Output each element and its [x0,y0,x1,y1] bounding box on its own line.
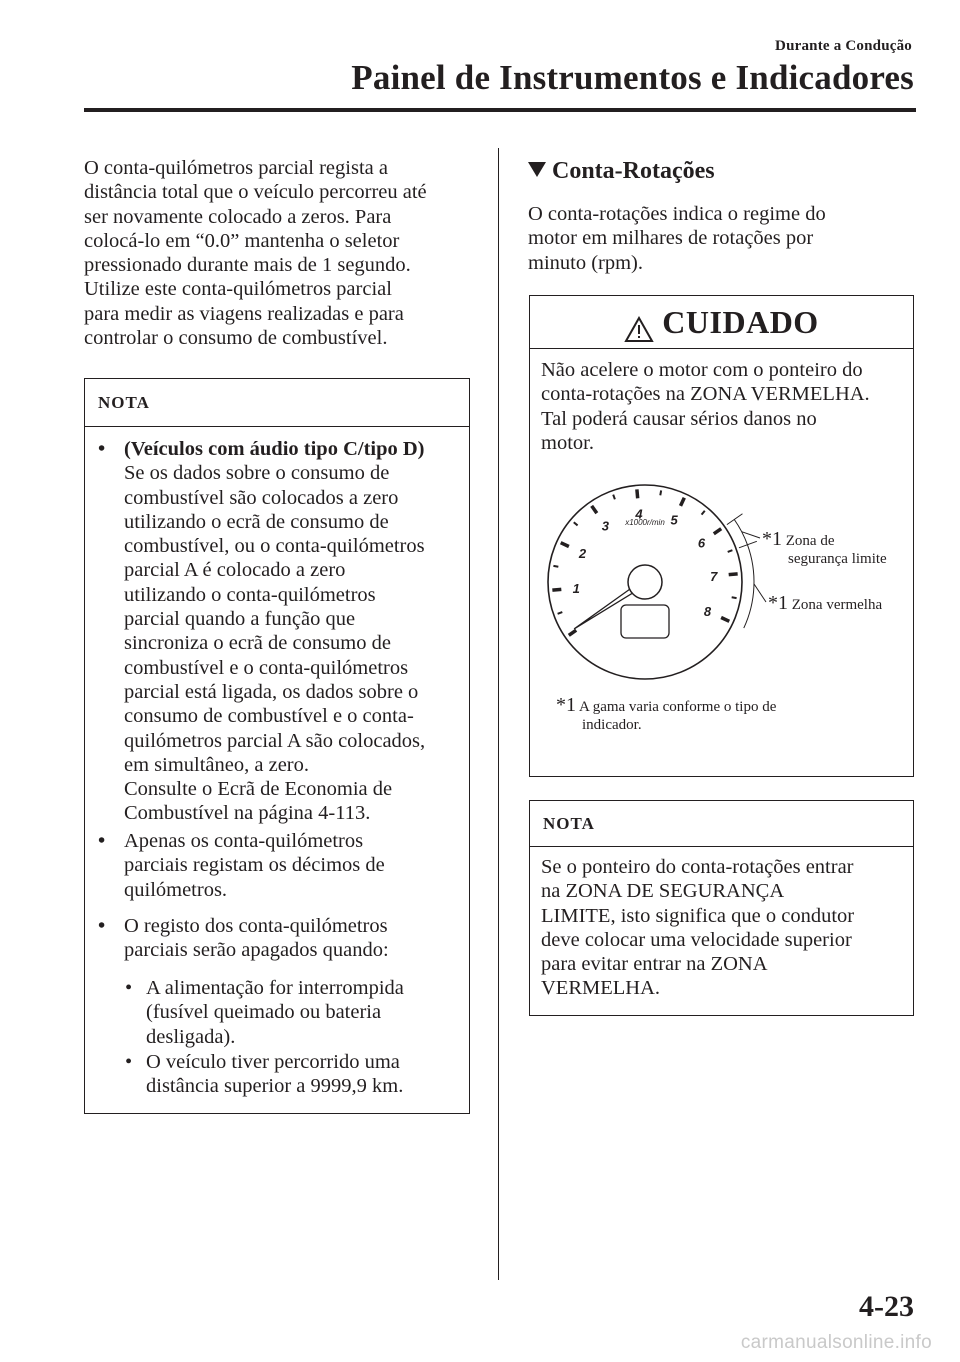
caution-text [541,358,906,455]
intro-line: Utilize este conta-quilómetros parcial [84,278,392,301]
gauge-number: 8 [703,604,712,620]
note-label: NOTA [85,379,469,427]
right-intro [528,202,918,275]
bullet-icon: • [98,438,106,460]
intro-line: controlar o consumo de combustível. [84,327,388,350]
intro-line: distância total que o veículo percorreu até [84,181,427,204]
intro-line: O conta-rotações indica o regime do [528,203,826,225]
bullet-line: parciais serão apagados quando: [124,939,389,962]
minor-tick [613,495,615,500]
minor-tick [732,597,737,598]
footnote-line: indicador. [582,717,642,733]
subbullet-line: desligada). [146,1025,236,1048]
footnote-line: A gama varia conforme o tipo de [578,699,777,715]
page-number: 4-23 [859,1290,914,1323]
subbullet-line: (fusível queimado ou bateria [146,1001,382,1024]
caution-title: CUIDADO [662,304,819,340]
gauge-number: 1 [572,581,580,597]
warning-icon [624,316,654,343]
safety-label-line: Zona de [785,533,835,549]
note-subbullet-2 [125,1050,466,1099]
note-label: NOTA [530,801,913,847]
page-title: Painel de Instrumentos e Indicadores [351,58,914,97]
note-bullet-1 [98,437,464,826]
section-heading-text: Conta-Rotações [552,158,715,184]
note-line: Se o ponteiro do conta-rotações entrar [541,856,854,878]
minor-tick [660,490,661,495]
bullet-heading: (Veículos com áudio tipo C/tipo D) [124,438,425,460]
footnote-marker: *1 [768,592,788,614]
major-tick [729,574,738,575]
caution-line: motor. [541,431,594,454]
bullet-line: quilómetros. [124,878,228,901]
gauge-number: 4 [635,506,643,522]
bullet-line: utilizando o ecrã de consumo de [124,510,389,533]
intro-line: minuto (rpm). [528,251,644,274]
note-line: para evitar entrar na ZONA [541,953,768,976]
bullet-line: utilizando o conta-quilómetros [124,583,376,606]
bullet-line: combustível são colocados a zero [124,486,399,509]
note-line: VERMELHA. [541,977,661,1000]
subbullet-icon: • [125,977,133,999]
intro-line: ser novamente colocado a zeros. Para [84,205,392,228]
footnote-marker: *1 [556,694,576,716]
major-tick [637,489,638,498]
safety-label-line: segurança limite [788,551,887,567]
column-divider [498,148,499,1280]
caution-header [530,296,913,349]
gauge-number: 2 [578,545,587,561]
bullet-line: O registo dos conta-quilómetros [124,915,388,937]
intro-line: motor em milhares de rotações por [528,227,814,250]
caution-line: Não acelere o motor com o ponteiro do [541,359,863,381]
note-subbullet-1 [125,976,466,1049]
red-zone-arc [744,545,754,628]
bullet-line: parcial A é colocado a zero [124,559,346,582]
annotation-red [768,594,908,614]
gauge-display [621,605,669,638]
note-text [541,855,909,1001]
intro-line: pressionado durante mais de 1 segundo. [84,254,411,277]
intro-line: O conta-quilómetros parcial regista a [84,157,388,179]
safety-zone-arc [734,519,747,544]
gauge-number: 3 [601,518,610,534]
note-box-left [84,378,470,1114]
bullet-line: consumo de combustível e o conta- [124,705,414,728]
major-tick [561,543,569,547]
gauge-number: 6 [697,535,706,551]
note-box-right [529,800,914,1016]
red-leader [754,584,766,602]
range-boundary [727,514,743,525]
minor-tick [702,511,705,515]
bullet-line: Se os dados sobre o consumo de [124,462,390,485]
subbullet-line: A alimentação for interrompida [146,977,404,999]
bullet-icon: • [98,915,106,937]
bullet-line: Consulte o Ecrã de Economia de [124,778,393,801]
major-tick [569,630,576,635]
subbullet-icon: • [125,1051,133,1073]
bullet-line: em simultâneo, a zero. [124,753,310,776]
major-tick [680,498,684,506]
bullet-line: combustível e o conta-quilómetros [124,656,409,679]
bullet-icon: • [98,830,106,852]
bullet-line: Apenas os conta-quilómetros [124,830,364,852]
red-zone-label: Zona vermelha [791,597,883,613]
needle-hub [628,565,662,599]
major-tick [592,506,597,513]
footnote-marker: *1 [762,528,782,550]
bullet-line: parciais registam os décimos de [124,854,385,877]
note-bullet-3 [98,914,464,963]
note-bullet-2 [98,829,464,902]
bullet-line: parcial está ligada, os dados sobre o [124,680,419,703]
watermark: carmanualsonline.info [740,1332,932,1353]
subbullet-line: O veículo tiver percorrido uma [146,1051,400,1073]
note-line: deve colocar uma velocidade superior [541,928,852,951]
gauge-number: 7 [710,568,718,584]
intro-line: para medir as viagens realizadas e para [84,302,404,325]
bullet-line: parcial quando a função que [124,608,356,631]
gauge-unit-label: x1000r/min [625,518,665,527]
intro-line: colocá-lo em “0.0” mantenha o seletor [84,229,400,252]
gauge-number: 5 [670,512,678,528]
note-line: LIMITE, isto significa que o condutor [541,904,855,927]
triangle-down-icon [528,162,546,177]
section-heading [528,158,715,185]
annotation-safety [762,530,912,568]
minor-tick [728,550,733,552]
section-name: Durante a Condução [775,38,912,54]
major-tick [552,589,561,590]
gauge-footnote [556,696,896,734]
caution-line: conta-rotações na ZONA VERMELHA. [541,383,870,406]
tachometer-gauge [548,485,766,679]
bullet-line: Combustível na página 4-113. [124,802,371,825]
left-intro [84,156,484,350]
major-tick [721,617,729,621]
minor-tick [574,522,578,525]
caution-box [529,295,914,777]
bullet-line: quilómetros parcial A são colocados, [124,729,426,752]
subbullet-line: distância superior a 9999,9 km. [146,1075,404,1098]
major-tick [714,529,721,534]
note-line: na ZONA DE SEGURANÇA [541,880,785,903]
bullet-line: combustível, ou o conta-quilómetros [124,535,425,558]
minor-tick [553,566,558,567]
header-rule [84,108,916,112]
caution-line: Tal poderá causar sérios danos no [541,407,817,430]
bullet-line: sincroniza o ecrã de consumo de [124,632,391,655]
minor-tick [558,612,563,614]
